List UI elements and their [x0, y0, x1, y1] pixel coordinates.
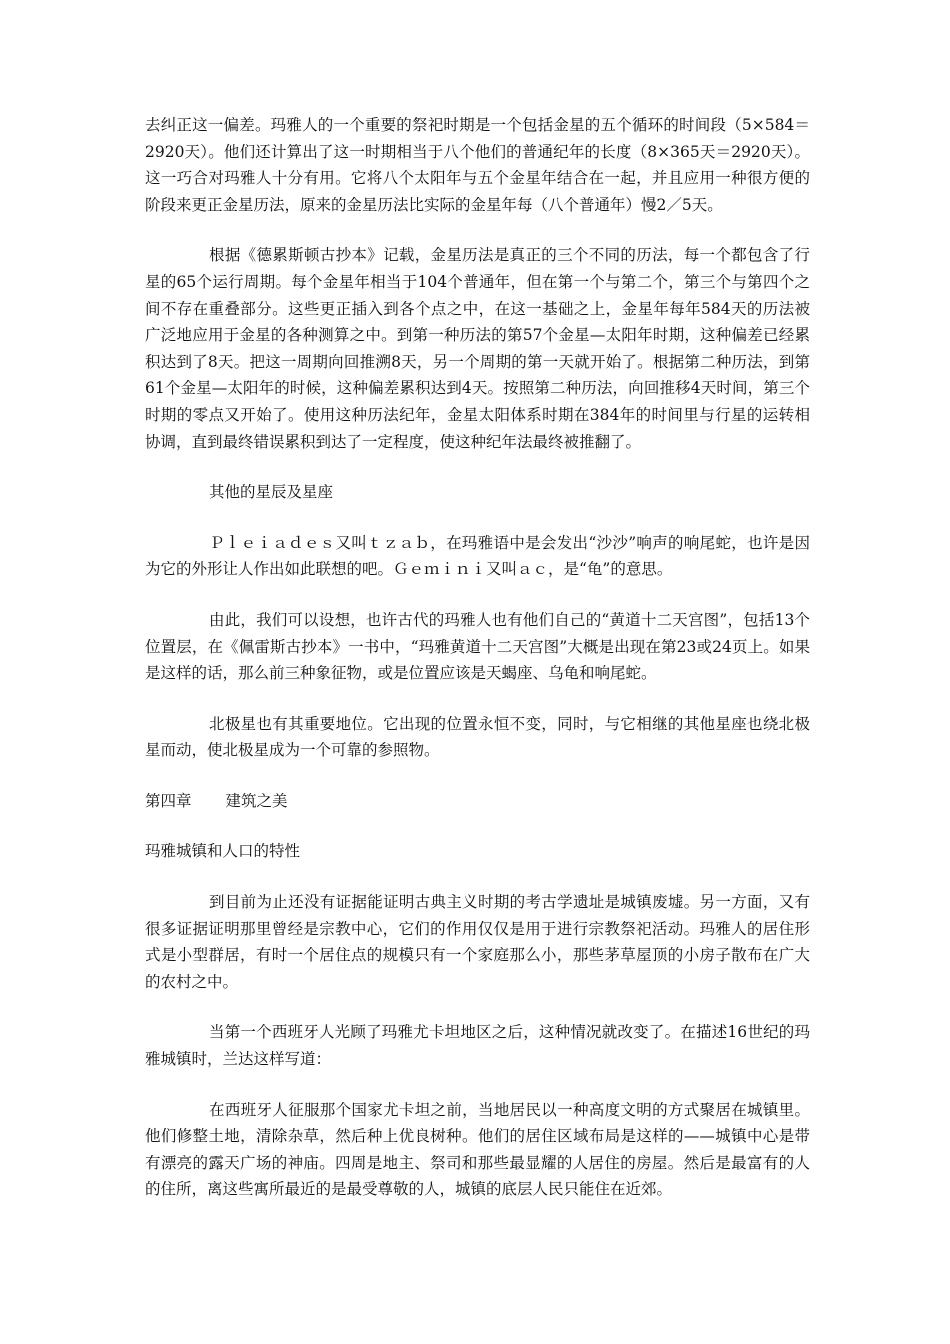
chapter-heading	[145, 788, 810, 815]
chapter-title: 建筑之美	[225, 791, 288, 810]
paragraph-spanish-arrival: 当第一个西班牙人光顾了玛雅尤卡坦地区之后，这种情况就改变了。在描述16世纪的玛雅城镇时，兰达这样写道：	[145, 1023, 810, 1069]
paragraph-classic-sites: 到目前为止还没有证据能证明古典主义时期的考古学遗址是城镇废墟。另一方面，又有很多证据证明那里曾经是宗教中心，它们的作用仅仅是用于进行宗教祭祀活动。玛雅人的居住形式是小型群居，有时一个居住点的规模只有一个家庭那么小，那些茅草屋顶的小房子散布在广大的农村之中。	[145, 893, 810, 991]
paragraph-pleiades: Ｐｌｅｉａｄｅｓ又叫ｔｚａｂ，在玛雅语中是会发出“沙沙”响声的响尾蛇，也许是因为它的外形让人作出如此联想的吧。Ｇｅｍｉｎｉ又叫ａｃ，是“龟”的意思。	[145, 533, 810, 579]
paragraph-landa-quote: 在西班牙人征服那个国家尤卡坦之前，当地居民以一种高度文明的方式聚居在城镇里。他们修整土地，清除杂草，然后种上优良树种。他们的居住区域布局是这样的——城镇中心是带有漂亮的露天广场的神庙。四周是地主、祭司和那些最显耀的人居住的房屋。然后是最富有的人的住所，离这些寓所最近的是最受尊敬的人，城镇的底层人民只能住在近郊。	[145, 1100, 810, 1199]
paragraph-dresden-codex: 根据《德累斯顿古抄本》记载，金星历法是真正的三个不同的历法，每一个都包含了行星的65个运行周期。每个金星年相当于104个普通年，但在第一个与第二个，第三个与第四个之间不存在重叠部分。这些更正插入到各个点之中，在这一基础之上，金星年每年584天的历法被广泛地应用于金星的各种测算之中。到第一种历法的第57个金星—太阳年时期，这种偏差已经累积达到了8天。把这一周期向回推溯8天，另一个周期的第一天就开始了。根据第二种历法，到第61个金星—太阳年的时候，这种偏差累积达到4天。按照第二种历法，向回推移4天时间，第三个时期的零点又开始了。使用这种历法纪年，金星太阳体系时期在384年的时间里与行星的运转相协调，直到最终错误累积到达了一定程度，使这种纪年法最终被推翻了。	[145, 246, 810, 451]
paragraph-venus-cycle: 去纠正这一偏差。玛雅人的一个重要的祭祀时期是一个包括金星的五个循环的时间段（5×584＝2920天）。他们还计算出了这一时期相当于八个他们的普通纪年的长度（8×365天＝2920天）。这一巧合对玛雅人十分有用。它将八个太阳年与五个金星年结合在一起，并且应用一种很方便的阶段来更正金星历法，原来的金星历法比实际的金星年每（八个普通年）慢2／5天。	[145, 116, 810, 214]
section-heading-stars: 其他的星辰及星座	[209, 483, 334, 502]
document-page	[145, 112, 810, 1227]
chapter-number: 第四章	[145, 791, 192, 810]
paragraph-polaris: 北极星也有其重要地位。它出现的位置永恒不变，同时，与它相继的其他星座也绕北极星而动，使北极星成为一个可靠的参照物。	[145, 714, 810, 760]
paragraph-zodiac: 由此，我们可以设想，也许古代的玛雅人也有他们自己的“黄道十二天宫图”，包括13个位置层，在《佩雷斯古抄本》一书中，“玛雅黄道十二天宫图”大概是出现在第23或24页上。如果是这样的话，那么前三种象征物，或是位置应该是天蝎座、乌龟和响尾蛇。	[145, 610, 810, 683]
section-heading-towns: 玛雅城镇和人口的特性	[145, 842, 301, 861]
